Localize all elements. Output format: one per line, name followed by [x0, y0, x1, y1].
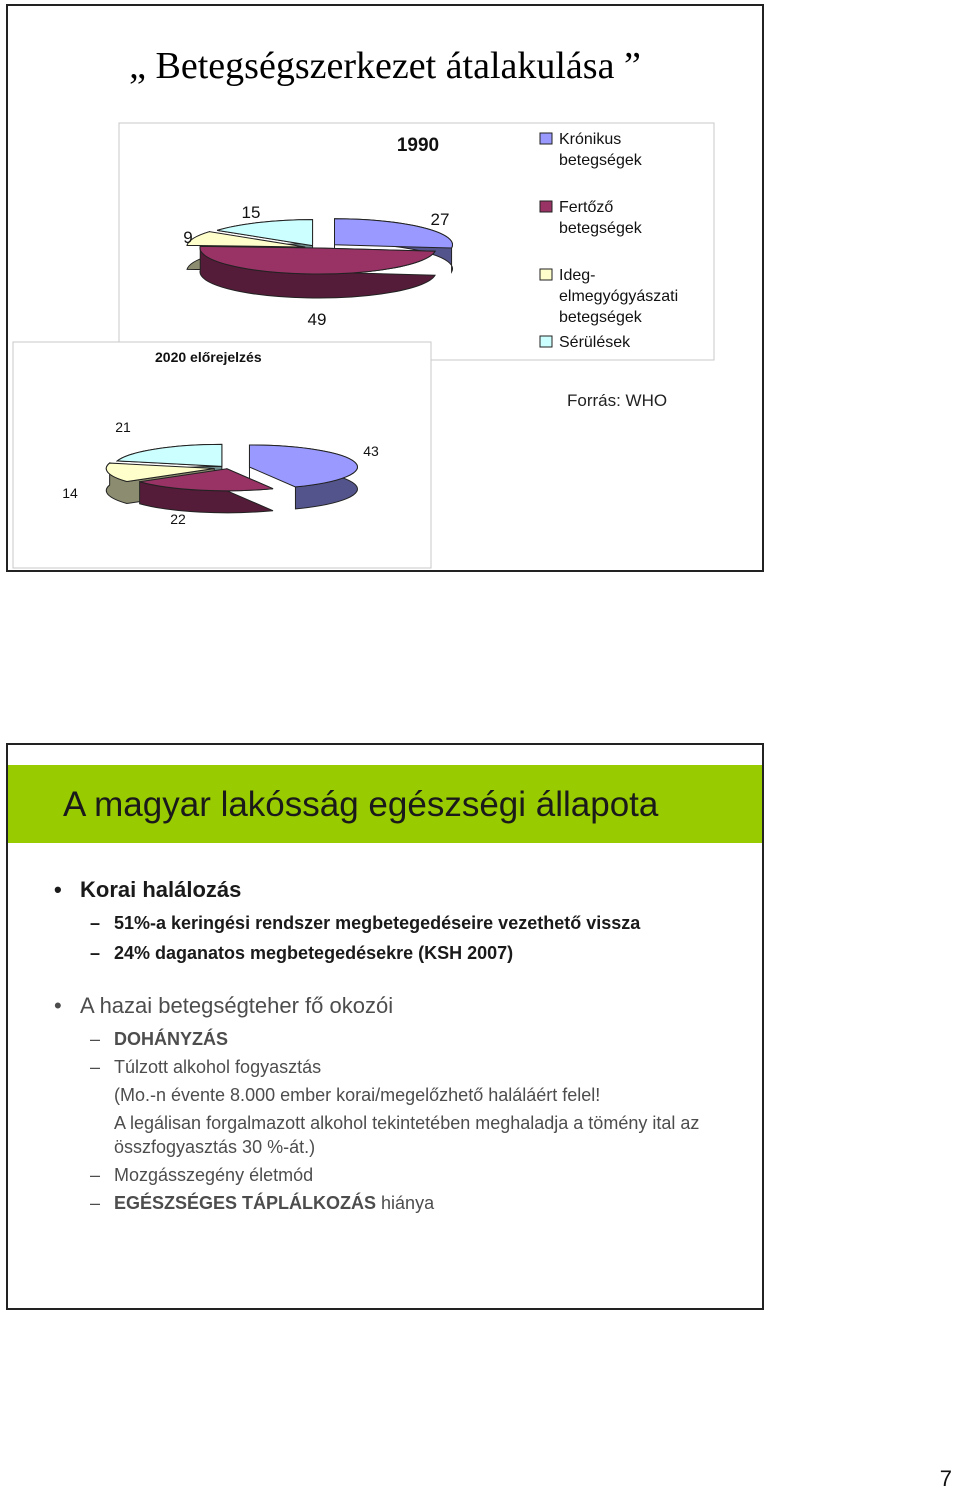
legend-label: elmegyógyászati — [559, 288, 679, 305]
pie-data-label: 27 — [430, 210, 450, 229]
dash-icon: – — [90, 943, 101, 963]
legend-swatch — [540, 201, 552, 212]
pie-charts — [8, 6, 766, 574]
source-label: Forrás: WHO — [567, 391, 668, 410]
dash-icon: – — [90, 1029, 101, 1049]
pie-data-label: 43 — [363, 443, 379, 459]
note-text: (Mo.-n évente 8.000 ember korai/megelőzhető haláláért felel! — [114, 1085, 601, 1105]
legend-label: Sérülések — [559, 334, 631, 351]
note-text: A legálisan forgalmazott alkohol tekintetében meghaladja a tömény ital az összfogyasztás 30 %-át.) — [114, 1113, 700, 1157]
bullet-dot-icon: • — [54, 877, 62, 902]
legend-label: Ideg- — [559, 267, 596, 284]
legend-label: Fertőző — [559, 199, 614, 216]
pie-data-label: 21 — [115, 419, 131, 435]
sub-bullet: – Túlzott alkohol fogyasztás — [90, 1057, 322, 1077]
legend-label: betegségek — [559, 220, 642, 237]
pie-data-label: 9 — [183, 228, 193, 247]
slide-title: A magyar lakósság egészségi állapota — [63, 785, 659, 824]
dash-icon: – — [90, 1057, 101, 1077]
page-number: 7 — [939, 1466, 952, 1491]
legend-swatch — [540, 336, 552, 347]
legend-label: betegségek — [559, 309, 642, 326]
chart-1990-title: 1990 — [396, 135, 440, 156]
slide-betegsegszerkezet — [6, 4, 764, 572]
dash-icon: – — [90, 1165, 101, 1185]
bullet-heading: • A hazai betegségteher fő okozói — [54, 993, 394, 1018]
slide-egeszsegi-allapot — [6, 743, 764, 1310]
bullet-list — [54, 877, 742, 1219]
dash-icon: – — [90, 1193, 101, 1213]
last-item-bold: EGÉSZSÉGES TÁPLÁLKOZÁS — [114, 1193, 377, 1213]
sub-bullet: – 51%-a keringési rendszer megbetegedéseire vezethető vissza — [90, 913, 641, 933]
sub-bullet: – DOHÁNYZÁS — [90, 1029, 229, 1049]
pie-data-label: 22 — [170, 511, 186, 527]
slide-title: „ Betegségszerkezet átalakulása ” — [129, 45, 641, 87]
legend-swatch — [540, 133, 552, 144]
last-item-text: hiánya — [376, 1193, 435, 1213]
sub-bullet: – 24% daganatos megbetegedésekre (KSH 2007) — [90, 943, 514, 963]
pie-data-label: 49 — [307, 310, 327, 329]
dash-icon: – — [90, 913, 101, 933]
sub-bullet: – Mozgásszegény életmód — [90, 1165, 314, 1185]
sub-bullet — [54, 1191, 742, 1215]
legend-swatch — [540, 269, 552, 280]
pie-data-label: 14 — [62, 485, 78, 501]
chart-2020-title: 2020 előrejelzés — [155, 349, 262, 365]
pie-data-label: 15 — [241, 203, 261, 222]
bullet-dot-icon: • — [54, 993, 62, 1018]
legend-label: Krónikus — [559, 131, 622, 148]
bullet-heading: • Korai halálozás — [54, 877, 242, 902]
legend-label: betegségek — [559, 152, 642, 169]
